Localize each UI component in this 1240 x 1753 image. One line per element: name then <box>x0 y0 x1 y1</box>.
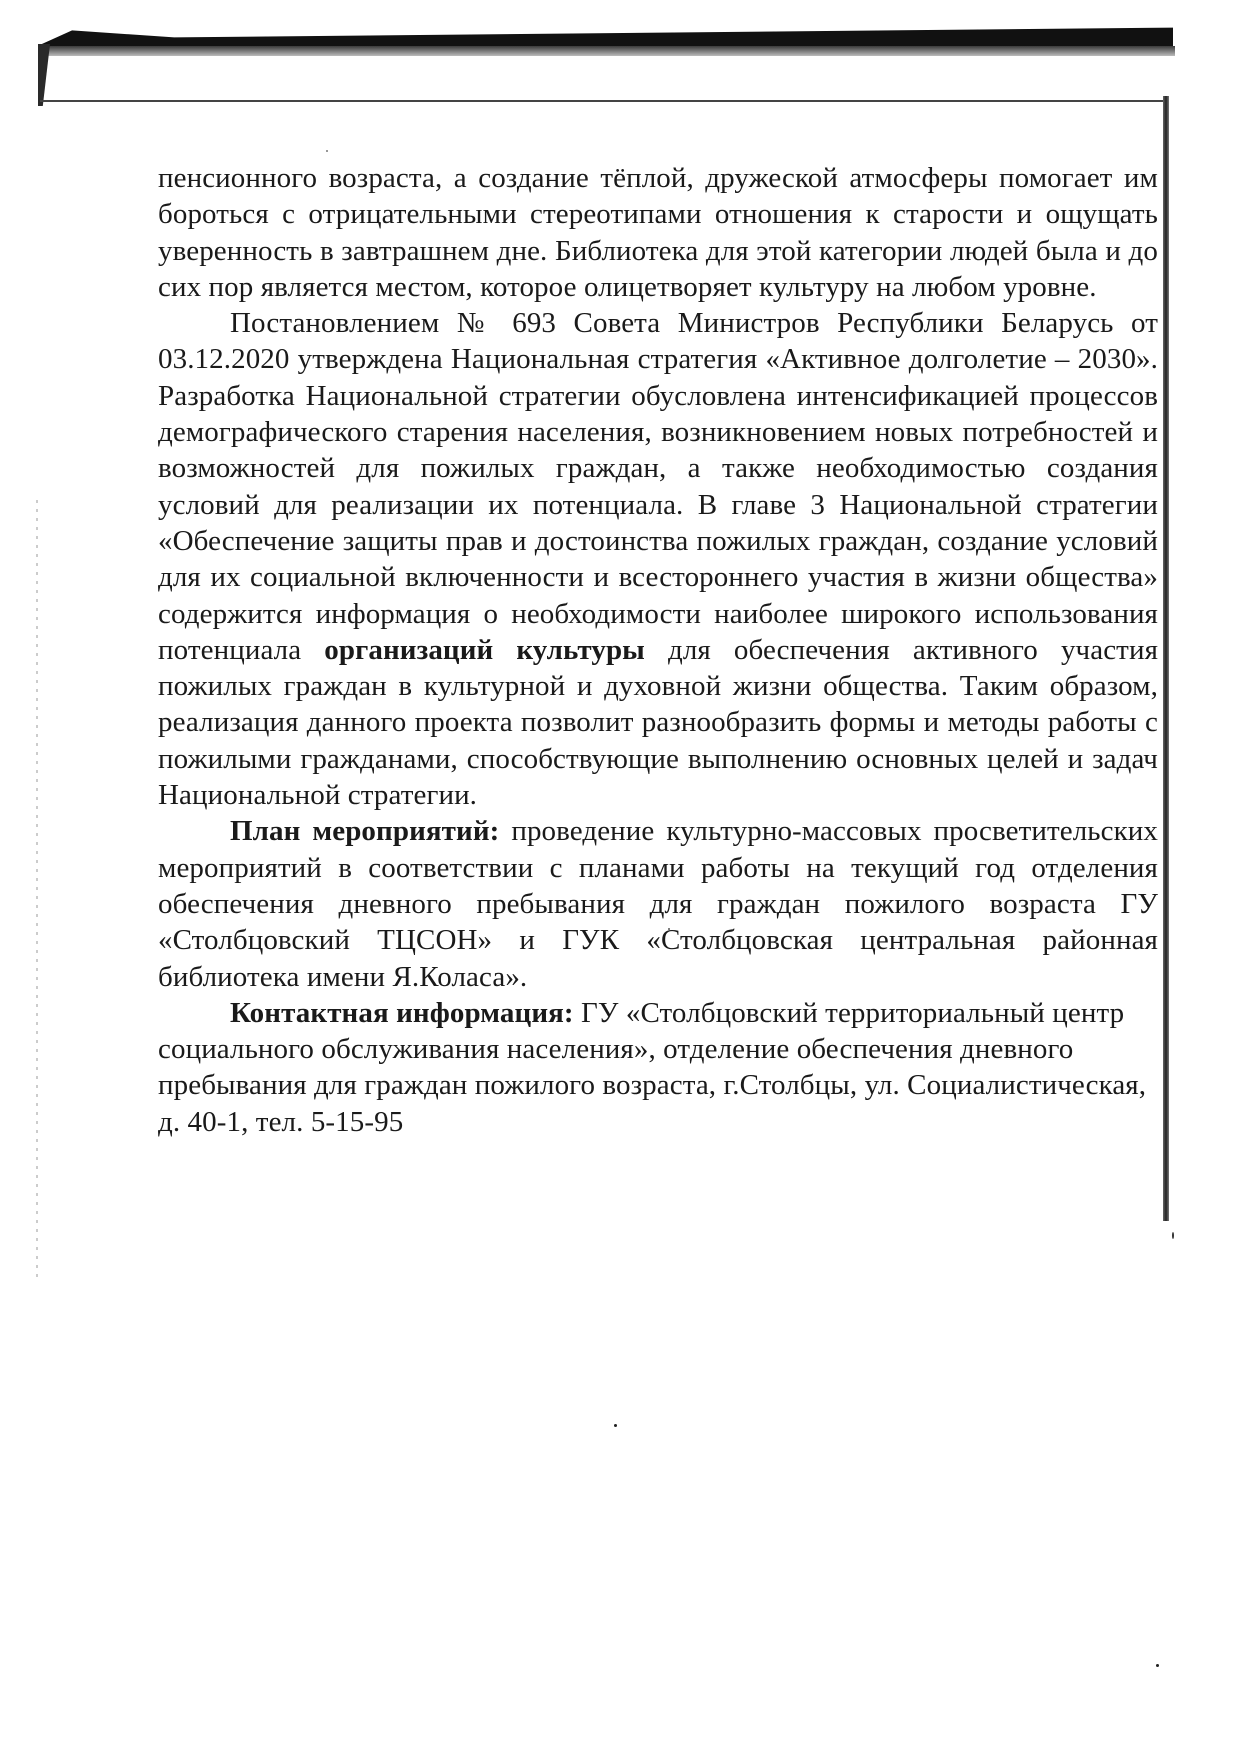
scan-speck <box>614 1424 617 1427</box>
paragraph-intro <box>158 160 1158 305</box>
paragraph-strategy-text-end: для обеспечения активного участия пожилых граждан в культурной и духовной жизни общества. Таким образом, реализация данного проекта позволит разнообразить формы и методы работы с пожилыми гражданами, способствующие выполнению основных целей и задач Национальной стратегии. <box>158 633 1159 812</box>
scan-right-border <box>1163 96 1169 1221</box>
events-plan-text: проведение культурно-массовых просветительских мероприятий в соответствии с планами работы на текущий год отделения обеспечения дневного пребывания для граждан пожилого возраста ГУ «Столбцовский ТЦСОН» и ГУК «Столбцовская центральная районная библиотека имени Я.Коласа». <box>158 815 1159 993</box>
document-body <box>158 160 1158 1140</box>
contact-info-text: ГУ «Столбцовский территориальный центр социального обслуживания населения», отделение обеспечения дневного пребывания для граждан пожилого возраста, г.Столбцы, ул. Социалистическая, д. 40-1, тел. 5-15-95 <box>158 996 1147 1138</box>
scan-left-dots <box>36 500 38 1280</box>
events-plan-heading: План мероприятий: <box>230 815 500 848</box>
scan-speck <box>1172 1232 1174 1239</box>
paragraph-strategy-text: Постановлением № 693 Совета Министров Республики Беларусь от 03.12.2020 утверждена Национальная стратегия «Активное долголетие – 2030». Разработка Национальной стратегии обусловлена интенсификацией процессов демографического старения населения, возникновением новых потребностей и возможностей для пожилых граждан, а также необходимостью создания условий для реализации их потенциала. В главе 3 Национальной стратегии «Обеспечение защиты прав и достоинства пожилых граждан, создание условий для их социальной включенности и всестороннего участия в жизни общества» содержится информация о необходимости наиболее широкого использования потенциала <box>158 307 1158 666</box>
contact-info-heading: Контактная информация: <box>230 996 574 1029</box>
paragraph-events-plan <box>158 813 1158 994</box>
paragraph-strategy-emphasis: организаций культуры <box>324 633 645 666</box>
scan-top-shade <box>40 46 1175 56</box>
paragraph-intro-text: пенсионного возраста, а создание тёплой, дружеской атмосферы помогает им бороться с отрицательными стереотипами отношения к старости и ощущать уверенность в завтрашнем дне. Библиотека для этой категории людей была и до сих пор является местом, которое олицетворяет культуру на любом уровне. <box>158 162 1158 303</box>
paragraph-contact-info <box>158 995 1158 1140</box>
scan-left-notch <box>38 44 50 106</box>
scan-top-line <box>40 100 1163 102</box>
paragraph-strategy <box>158 305 1158 813</box>
scan-speck <box>1156 1664 1159 1667</box>
scan-speck <box>326 150 328 152</box>
